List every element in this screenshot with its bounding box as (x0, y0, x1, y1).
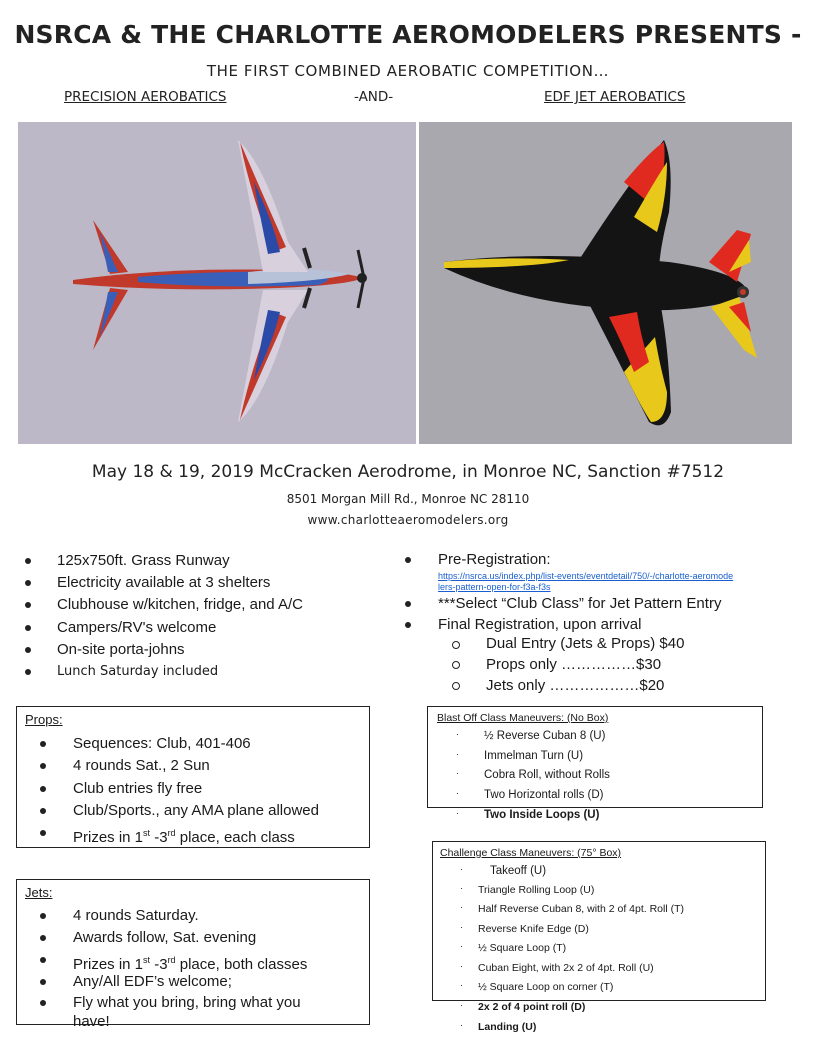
list-item: Lunch Saturday included (57, 664, 219, 679)
maneuver-item: Two Horizontal rolls (D) (484, 789, 604, 801)
maneuver-item: Reverse Knife Edge (D) (478, 923, 589, 935)
maneuver-item: Cobra Roll, without Rolls (484, 769, 610, 781)
jets-item-cont: have! (73, 1013, 110, 1030)
tick-icon: · (460, 902, 463, 912)
maneuver-item: Half Reverse Cuban 8, with 2 of 4pt. Roll (T) (478, 903, 685, 915)
maneuver-item: Immelman Turn (U) (484, 750, 584, 762)
tick-icon: · (460, 1000, 463, 1010)
event-date-location: May 18 & 19, 2019 McCracken Aerodrome, in Monroe NC, Sanction #7512 (91, 462, 725, 482)
category-edf-jet-aerobatics: EDF JET AEROBATICS (544, 89, 686, 105)
list-item: Clubhouse w/kitchen, fridge, and A/C (57, 596, 303, 613)
maneuver-item: ½ Square Loop (T) (478, 942, 567, 954)
tick-icon: · (460, 922, 463, 932)
bullet-icon (25, 558, 31, 564)
circle-bullet-icon (452, 682, 460, 690)
bullet-icon (40, 786, 46, 792)
bullet-icon (405, 622, 411, 628)
fee-dual-entry: Dual Entry (Jets & Props) $40 (486, 635, 685, 652)
tick-icon: · (460, 864, 463, 874)
fee-jets-only: Jets only ………………$20 (486, 677, 665, 694)
props-item: Sequences: Club, 401-406 (73, 735, 251, 752)
fee-props-only: Props only ……………$30 (486, 656, 662, 673)
circle-bullet-icon (452, 661, 460, 669)
tick-icon: · (456, 768, 459, 778)
bullet-icon (25, 602, 31, 608)
pre-registration-label: Pre-Registration: (438, 551, 551, 568)
props-heading: Props: (25, 712, 63, 727)
props-prize: Prizes in 1st -3rd place, each class (73, 828, 295, 846)
bullet-icon (40, 763, 46, 769)
tick-icon: · (456, 729, 459, 739)
bullet-icon (40, 935, 46, 941)
bullet-icon (40, 957, 46, 963)
bullet-icon (25, 669, 31, 675)
list-item: On-site porta-johns (57, 641, 185, 658)
maneuver-item: Triangle Rolling Loop (U) (478, 884, 595, 896)
bullet-icon (40, 1000, 46, 1006)
maneuver-item: Two Inside Loops (U) (484, 809, 600, 821)
bullet-icon (25, 580, 31, 586)
maneuver-item: Landing (U) (478, 1021, 537, 1033)
challenge-heading: Challenge Class Maneuvers: (75° Box) (440, 847, 622, 859)
jets-item: Awards follow, Sat. evening (73, 929, 257, 946)
flyer-title: NSRCA & THE CHARLOTTE AEROMODELERS PRESENTS - (14, 20, 802, 49)
bullet-icon (25, 647, 31, 653)
blast-off-heading: Blast Off Class Maneuvers: (No Box) (437, 712, 609, 724)
maneuver-item: Takeoff (U) (490, 865, 547, 877)
list-item: Campers/RV's welcome (57, 619, 217, 636)
circle-bullet-icon (452, 641, 460, 649)
bullet-icon (40, 741, 46, 747)
props-item: 4 rounds Sat., 2 Sun (73, 757, 210, 774)
maneuver-item: Cuban Eight, with 2x 2 of 4pt. Roll (U) (478, 962, 654, 974)
tick-icon: · (456, 788, 459, 798)
pre-registration-link-cont[interactable]: lers-pattern-open-for-f3a-f3s (438, 582, 551, 592)
bullet-icon (40, 979, 46, 985)
maneuver-item: ½ Reverse Cuban 8 (U) (484, 730, 606, 742)
challenge-box (432, 841, 766, 1001)
props-item: Club entries fly free (73, 780, 203, 797)
club-class-note: ***Select “Club Class” for Jet Pattern Entry (438, 595, 722, 612)
bullet-icon (25, 625, 31, 631)
edf-jet-icon (419, 122, 792, 444)
final-registration-label: Final Registration, upon arrival (438, 616, 642, 633)
tick-icon: · (456, 749, 459, 759)
category-and: -AND- (354, 89, 394, 105)
bullet-icon (405, 557, 411, 563)
pre-registration-link[interactable]: https://nsrca.us/index.php/list-events/eventdetail/750/-/charlotte-aeromode (438, 571, 734, 581)
maneuver-item: 2x 2 of 4 point roll (D) (478, 1001, 586, 1013)
jets-item: Fly what you bring, bring what you (73, 994, 301, 1011)
bullet-icon (405, 601, 411, 607)
event-website: www.charlotteaeromodelers.org (307, 513, 509, 527)
maneuver-item: ½ Square Loop on corner (T) (478, 981, 614, 993)
jets-prize: Prizes in 1st -3rd place, both classes (73, 955, 308, 973)
tick-icon: · (460, 941, 463, 951)
jets-item: Any/All EDF’s welcome; (73, 973, 232, 990)
aerobatic-plane-icon (18, 122, 416, 444)
jets-item: 4 rounds Saturday. (73, 907, 199, 924)
bullet-icon (40, 913, 46, 919)
tick-icon: · (460, 1020, 463, 1030)
category-precision-aerobatics: PRECISION AEROBATICS (64, 89, 227, 105)
list-item: Electricity available at 3 shelters (57, 574, 271, 591)
jets-heading: Jets: (25, 885, 53, 900)
bullet-icon (40, 830, 46, 836)
list-item: 125x750ft. Grass Runway (57, 552, 230, 569)
tick-icon: · (460, 980, 463, 990)
tick-icon: · (460, 961, 463, 971)
tick-icon: · (460, 883, 463, 893)
tick-icon: · (456, 808, 459, 818)
event-address: 8501 Morgan Mill Rd., Monroe NC 28110 (286, 492, 530, 506)
flyer-subtitle: THE FIRST COMBINED AEROBATIC COMPETITION… (206, 62, 610, 80)
precision-aerobatic-plane-photo (18, 122, 416, 444)
props-item: Club/Sports., any AMA plane allowed (73, 802, 319, 819)
bullet-icon (40, 808, 46, 814)
edf-jet-photo (419, 122, 792, 444)
